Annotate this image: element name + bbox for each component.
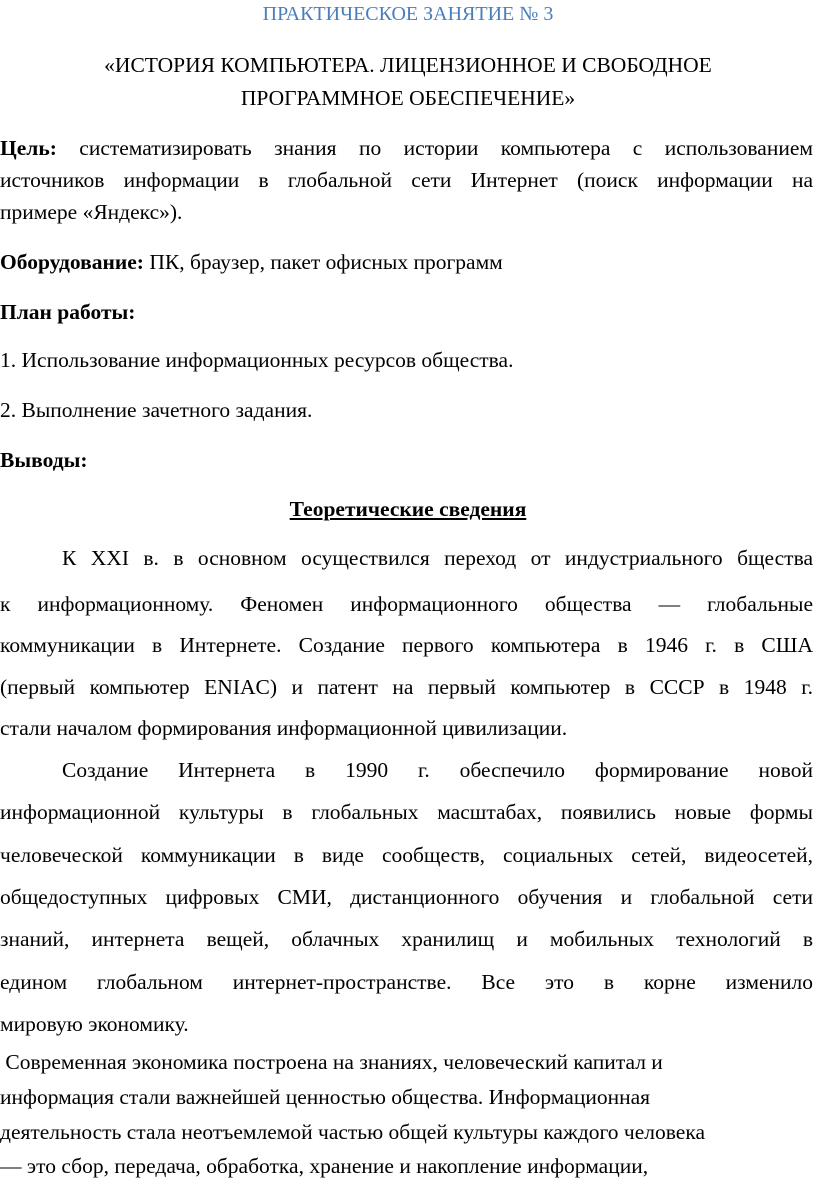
theory-heading: Теоретические сведения — [289, 497, 527, 521]
theory-p2-line-6: едином глобальном интернет-пространстве. Все это в корне изменило — [0, 970, 813, 994]
theory-p2-line-5: знаний, интернета вещей, облачных хранилищ и мобильных технологий в — [0, 927, 813, 951]
theory-p1-line-2: к информационному. Феномен информационного общества — глобальные — [0, 592, 813, 616]
theory-p1-line-1: К XXI в. в основном осуществился переход от индустриального бщества — [62, 546, 813, 570]
goal-text-line-1: систематизировать знания по истории компьютера с использованием — [79, 136, 813, 160]
theory-p3-line-1: Современная экономика построена на знаниях, человеческий капитал и — [0, 1050, 663, 1074]
equipment-line — [0, 250, 503, 275]
theory-p2-line-2: информационной культуры в глобальных масштабах, появились новые формы — [0, 800, 813, 824]
theory-p1-line-5: стали началом формирования информационной цивилизации. — [0, 716, 568, 740]
theory-p2-line-1: Создание Интернета в 1990 г. обеспечило формирование новой — [62, 758, 813, 782]
theory-p3-line-2: информация стали важнейшей ценностью общества. Информационная — [0, 1085, 651, 1109]
theory-p1-line-3: коммуникации в Интернете. Создание первого компьютера в 1946 г. в США — [0, 633, 813, 657]
theory-p2-line-4: общедоступных цифровых СМИ, дистанционного обучения и глобальной сети — [0, 885, 813, 909]
goal-line-3: примере «Яндекс»). — [0, 200, 183, 224]
theory-p3-line-4: — это сбор, передача, обработка, хранение и накопление информации, — [0, 1154, 649, 1178]
practical-title: ПРАКТИЧЕСКОЕ ЗАНЯТИЕ № 3 — [262, 3, 554, 25]
goal-line-2: источников информации в глобальной сети Интернет (поиск информации на — [0, 168, 813, 192]
conclusions-label: Выводы: — [0, 448, 88, 472]
equipment-label: Оборудование: — [0, 250, 144, 274]
plan-item-2: 2. Выполнение зачетного задания. — [0, 398, 313, 422]
plan-item-1: 1. Использование информационных ресурсов общества. — [0, 348, 514, 372]
theory-p2-line-7: мировую экономику. — [0, 1012, 189, 1036]
plan-label: План работы: — [0, 300, 136, 324]
topic-title-line-2: ПРОГРАММНОЕ ОБЕСПЕЧЕНИЕ» — [240, 86, 576, 110]
goal-label: Цель: — [0, 136, 57, 160]
topic-title-line-1: «ИСТОРИЯ КОМПЬЮТЕРА. ЛИЦЕНЗИОННОЕ И СВОБОДНОЕ — [104, 53, 712, 77]
theory-p2-line-3: человеческой коммуникации в виде сообществ, социальных сетей, видеосетей, — [0, 843, 813, 867]
goal-line-1 — [0, 136, 813, 161]
theory-p3-line-3: деятельность стала неотъемлемой частью общей культуры каждого человека — [0, 1120, 705, 1144]
equipment-text: ПК, браузер, пакет офисных программ — [149, 250, 503, 274]
theory-p1-line-4: (первый компьютер ENIAC) и патент на первый компьютер в СССР в 1948 г. — [0, 675, 813, 699]
